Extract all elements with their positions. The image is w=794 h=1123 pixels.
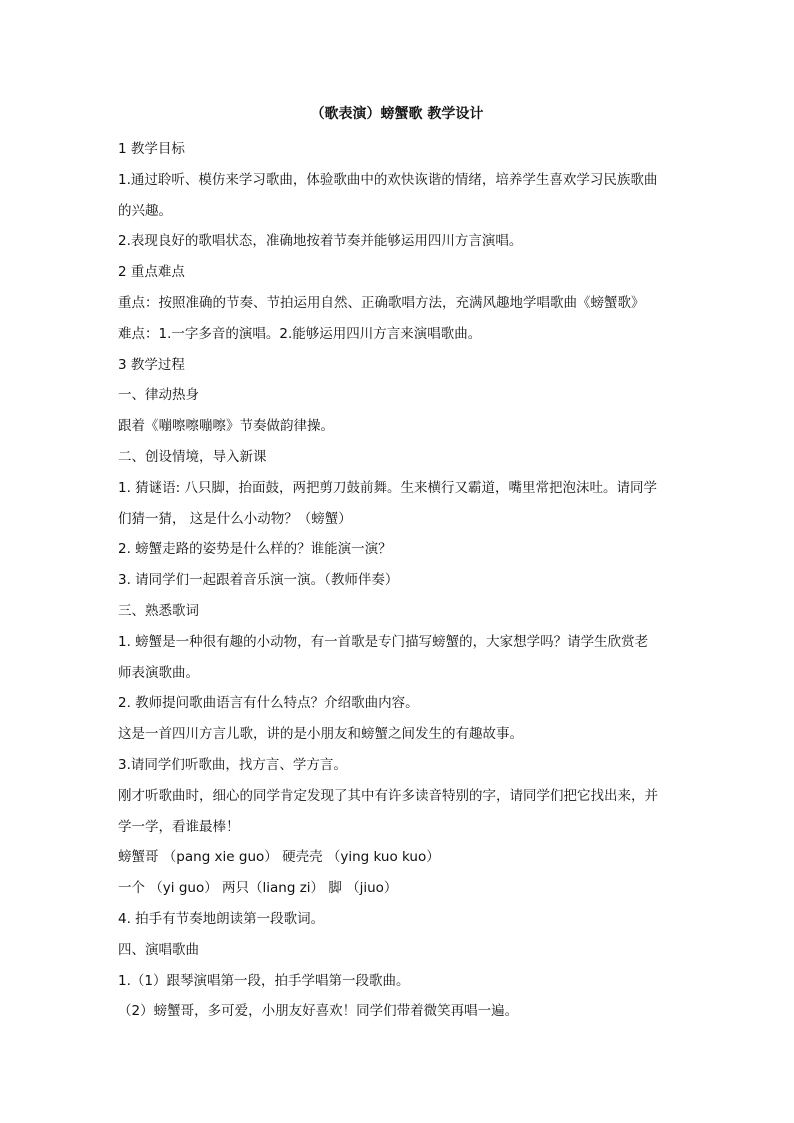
paragraph-line: 这是一首四川方言儿歌，讲的是小朋友和螃蟹之间发生的有趣故事。 [118, 726, 523, 743]
subsection-heading: 四、演唱歌曲 [118, 941, 199, 958]
section-heading-objectives: 1 教学目标 [118, 141, 185, 157]
paragraph-line: 重点：按照准确的节奏、节拍运用自然、正确歌唱方法，充满风趣地学唱歌曲《螃蟹歌》 [118, 294, 645, 311]
paragraph-line: （2）螃蟹哥，多可爱，小朋友好喜欢！同学们带着微笑再唱一遍。 [118, 1003, 519, 1020]
document-body [118, 134, 680, 1027]
document-title: （歌表演）螃蟹歌 教学设计 [310, 106, 484, 122]
paragraph-line: 刚才听歌曲时，细心的同学肯定发现了其中有许多读音特别的字，请同学们把它找出来，并 [118, 787, 658, 804]
paragraph-line: 1. 螃蟹是一种很有趣的小动物，有一首歌是专门描写螃蟹的，大家想学吗？请学生欣赏老 [118, 633, 649, 650]
paragraph-line: 的兴趣。 [118, 202, 172, 219]
subsection-heading: 三、熟悉歌词 [118, 602, 199, 619]
paragraph-line: 1.（1）跟琴演唱第一段，拍手学唱第一段歌曲。 [118, 972, 410, 989]
dialect-pronunciation-line: 螃蟹哥 （pang xie guo） 硬壳壳 （ying kuo kuo） [118, 849, 440, 866]
paragraph-line: 们猜一猜， 这是什么小动物？（螃蟹） [118, 510, 352, 527]
paragraph-line: 学一学，看谁最棒！ [118, 818, 240, 835]
paragraph-line: 难点：1.一字多音的演唱。2.能够运用四川方言来演唱歌曲。 [118, 325, 482, 342]
paragraph-line: 师表演歌曲。 [118, 664, 199, 681]
paragraph-line: 3.请同学们听歌曲，找方言、学方言。 [118, 756, 347, 773]
paragraph-line: 2. 教师提问歌曲语言有什么特点？介绍歌曲内容。 [118, 695, 419, 712]
dialect-pronunciation-line: 一个 （yi guo） 两只（liang zi） 脚 （jiuo） [118, 880, 398, 897]
section-heading-process: 3 教学过程 [118, 356, 185, 373]
paragraph-line: 2. 螃蟹走路的姿势是什么样的？谁能演一演？ [118, 541, 392, 558]
paragraph-line: 3. 请同学们一起跟着音乐演一演。（教师伴奏） [118, 572, 399, 589]
subsection-heading: 一、律动热身 [118, 387, 199, 404]
paragraph-line: 1. 猜谜语: 八只脚，抬面鼓，两把剪刀鼓前舞。生来横行又霸道，嘴里常把泡沫吐。请同学 [118, 479, 658, 496]
paragraph-line: 跟着《嘣嚓嚓嘣嚓》节奏做韵律操。 [118, 418, 334, 435]
paragraph-line: 2.表现良好的歌唱状态，准确地按着节奏并能够运用四川方言演唱。 [118, 233, 523, 250]
subsection-heading: 二、创设情境，导入新课 [118, 448, 267, 465]
section-heading-key-points: 2 重点难点 [118, 264, 185, 281]
paragraph-line: 1.通过聆听、模仿来学习歌曲，体验歌曲中的欢快诙谐的情绪，培养学生喜欢学习民族歌曲 [118, 171, 658, 188]
paragraph-line: 4. 拍手有节奏地朗读第一段歌词。 [118, 910, 325, 927]
